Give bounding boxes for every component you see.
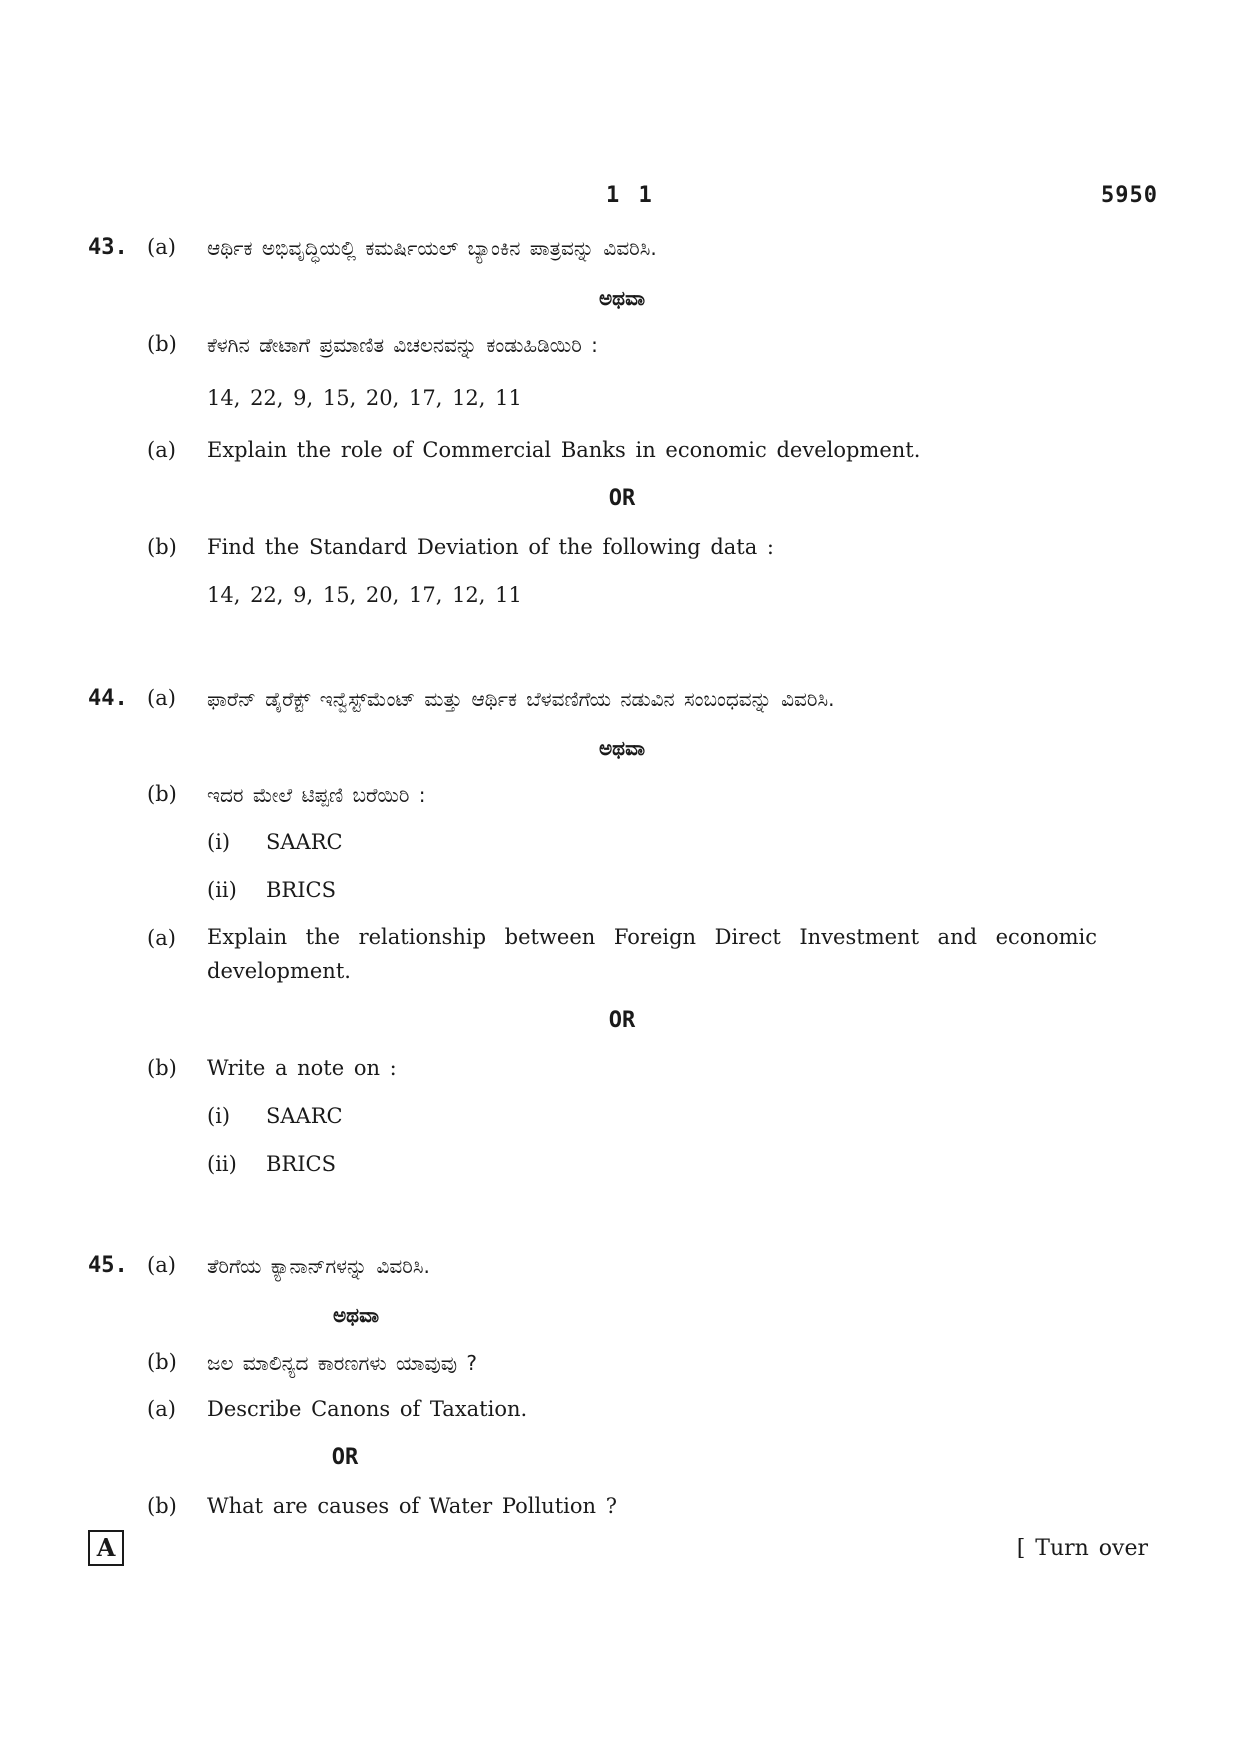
question-number-45: 45.: [88, 1253, 128, 1278]
q43-en-b-label: (b): [147, 535, 177, 559]
q44-kn-sub-ii-text: BRICS: [266, 878, 336, 902]
q43-en-b-text: Find the Standard Deviation of the following data :: [207, 535, 775, 559]
q44-en-a-text: Explain the relationship between Foreign Direct Investment and economic development.: [207, 925, 1097, 983]
q45-en-b-text: What are causes of Water Pollution ?: [207, 1494, 617, 1518]
q45-kn-a-label: (a): [147, 1253, 176, 1277]
q44-en-sub-ii-text: BRICS: [266, 1152, 336, 1176]
q45-en-b-label: (b): [147, 1494, 177, 1518]
q44-kn-b-text: ಇದರ ಮೇಲೆ ಟಿಪ್ಪಣಿ ಬರೆಯಿರಿ :: [207, 783, 426, 807]
q44-kn-sub-i-text: SAARC: [266, 830, 343, 854]
q44-kn-a-label: (a): [147, 686, 176, 710]
page-number: 1 1: [606, 183, 655, 208]
q44-kn-sub-i-label: (i): [207, 830, 231, 854]
q45-kn-b-label: (b): [147, 1350, 177, 1374]
q45-kn-or-separator: ಅಥವಾ: [333, 1303, 379, 1327]
turn-over-note: [ Turn over: [1016, 1536, 1148, 1561]
q45-en-a-label: (a): [147, 1397, 176, 1421]
q44-en-a-label: (a): [147, 926, 176, 950]
q43-kn-b-text: ಕೆಳಗಿನ ಡೇಟಾಗೆ ಪ್ರಮಾಣಿತ ವಿಚಲನವನ್ನು ಕಂಡುಹಿಡಿಯಿರಿ :: [207, 333, 598, 357]
q43-kn-a-label: (a): [147, 235, 176, 259]
q45-en-a-text: Describe Canons of Taxation.: [207, 1397, 528, 1421]
q44-kn-sub-ii-label: (ii): [207, 878, 237, 902]
q44-en-b-label: (b): [147, 1056, 177, 1080]
q44-en-sub-i-text: SAARC: [266, 1104, 343, 1128]
q43-kn-or-separator: ಅಥವಾ: [599, 286, 645, 310]
q43-en-a-text: Explain the role of Commercial Banks in economic development.: [207, 438, 921, 462]
paper-code: 5950: [1101, 183, 1158, 208]
q43-en-or-separator: OR: [608, 486, 636, 511]
question-number-44: 44.: [88, 686, 128, 711]
q44-en-b-text: Write a note on :: [207, 1056, 397, 1080]
q43-kn-b-label: (b): [147, 332, 177, 356]
q45-en-or-separator: OR: [331, 1445, 359, 1470]
q45-kn-b-text: ಜಲ ಮಾಲಿನ್ಯದ ಕಾರಣಗಳು ಯಾವುವು ?: [207, 1351, 478, 1375]
version-box: A: [88, 1530, 124, 1566]
q44-en-sub-ii-label: (ii): [207, 1152, 237, 1176]
q43-en-a-label: (a): [147, 438, 176, 462]
q44-kn-or-separator: ಅಥವಾ: [599, 736, 645, 760]
q44-en-sub-i-label: (i): [207, 1104, 231, 1128]
q44-kn-b-label: (b): [147, 782, 177, 806]
q44-en-or-separator: OR: [608, 1008, 636, 1033]
q43-en-data: 14, 22, 9, 15, 20, 17, 12, 11: [207, 583, 522, 607]
q45-kn-a-text: ತೆರಿಗೆಯ ಕ್ಯಾನಾನ್‌ಗಳನ್ನು ವಿವರಿಸಿ.: [207, 1254, 430, 1278]
q44-kn-a-text: ಫಾರೆನ್ ಡೈರೆಕ್ಟ್ ಇನ್ವೆಸ್ಟ್‌ಮೆಂಟ್ ಮತ್ತು ಆರ್ಥಿಕ ಬೆಳವಣಿಗೆಯ ನಡುವಿನ ಸಂಬಂಧವನ್ನು ವಿವರಿಸಿ.: [207, 687, 835, 711]
q43-kn-data: 14, 22, 9, 15, 20, 17, 12, 11: [207, 386, 522, 410]
question-number-43: 43.: [88, 235, 128, 260]
q43-kn-a-text: ಆರ್ಥಿಕ ಅಭಿವೃದ್ಧಿಯಲ್ಲಿ ಕಮರ್ಷಿಯಲ್ ಬ್ಯಾಂಕಿನ ಪಾತ್ರವನ್ನು ವಿವರಿಸಿ.: [207, 236, 657, 260]
